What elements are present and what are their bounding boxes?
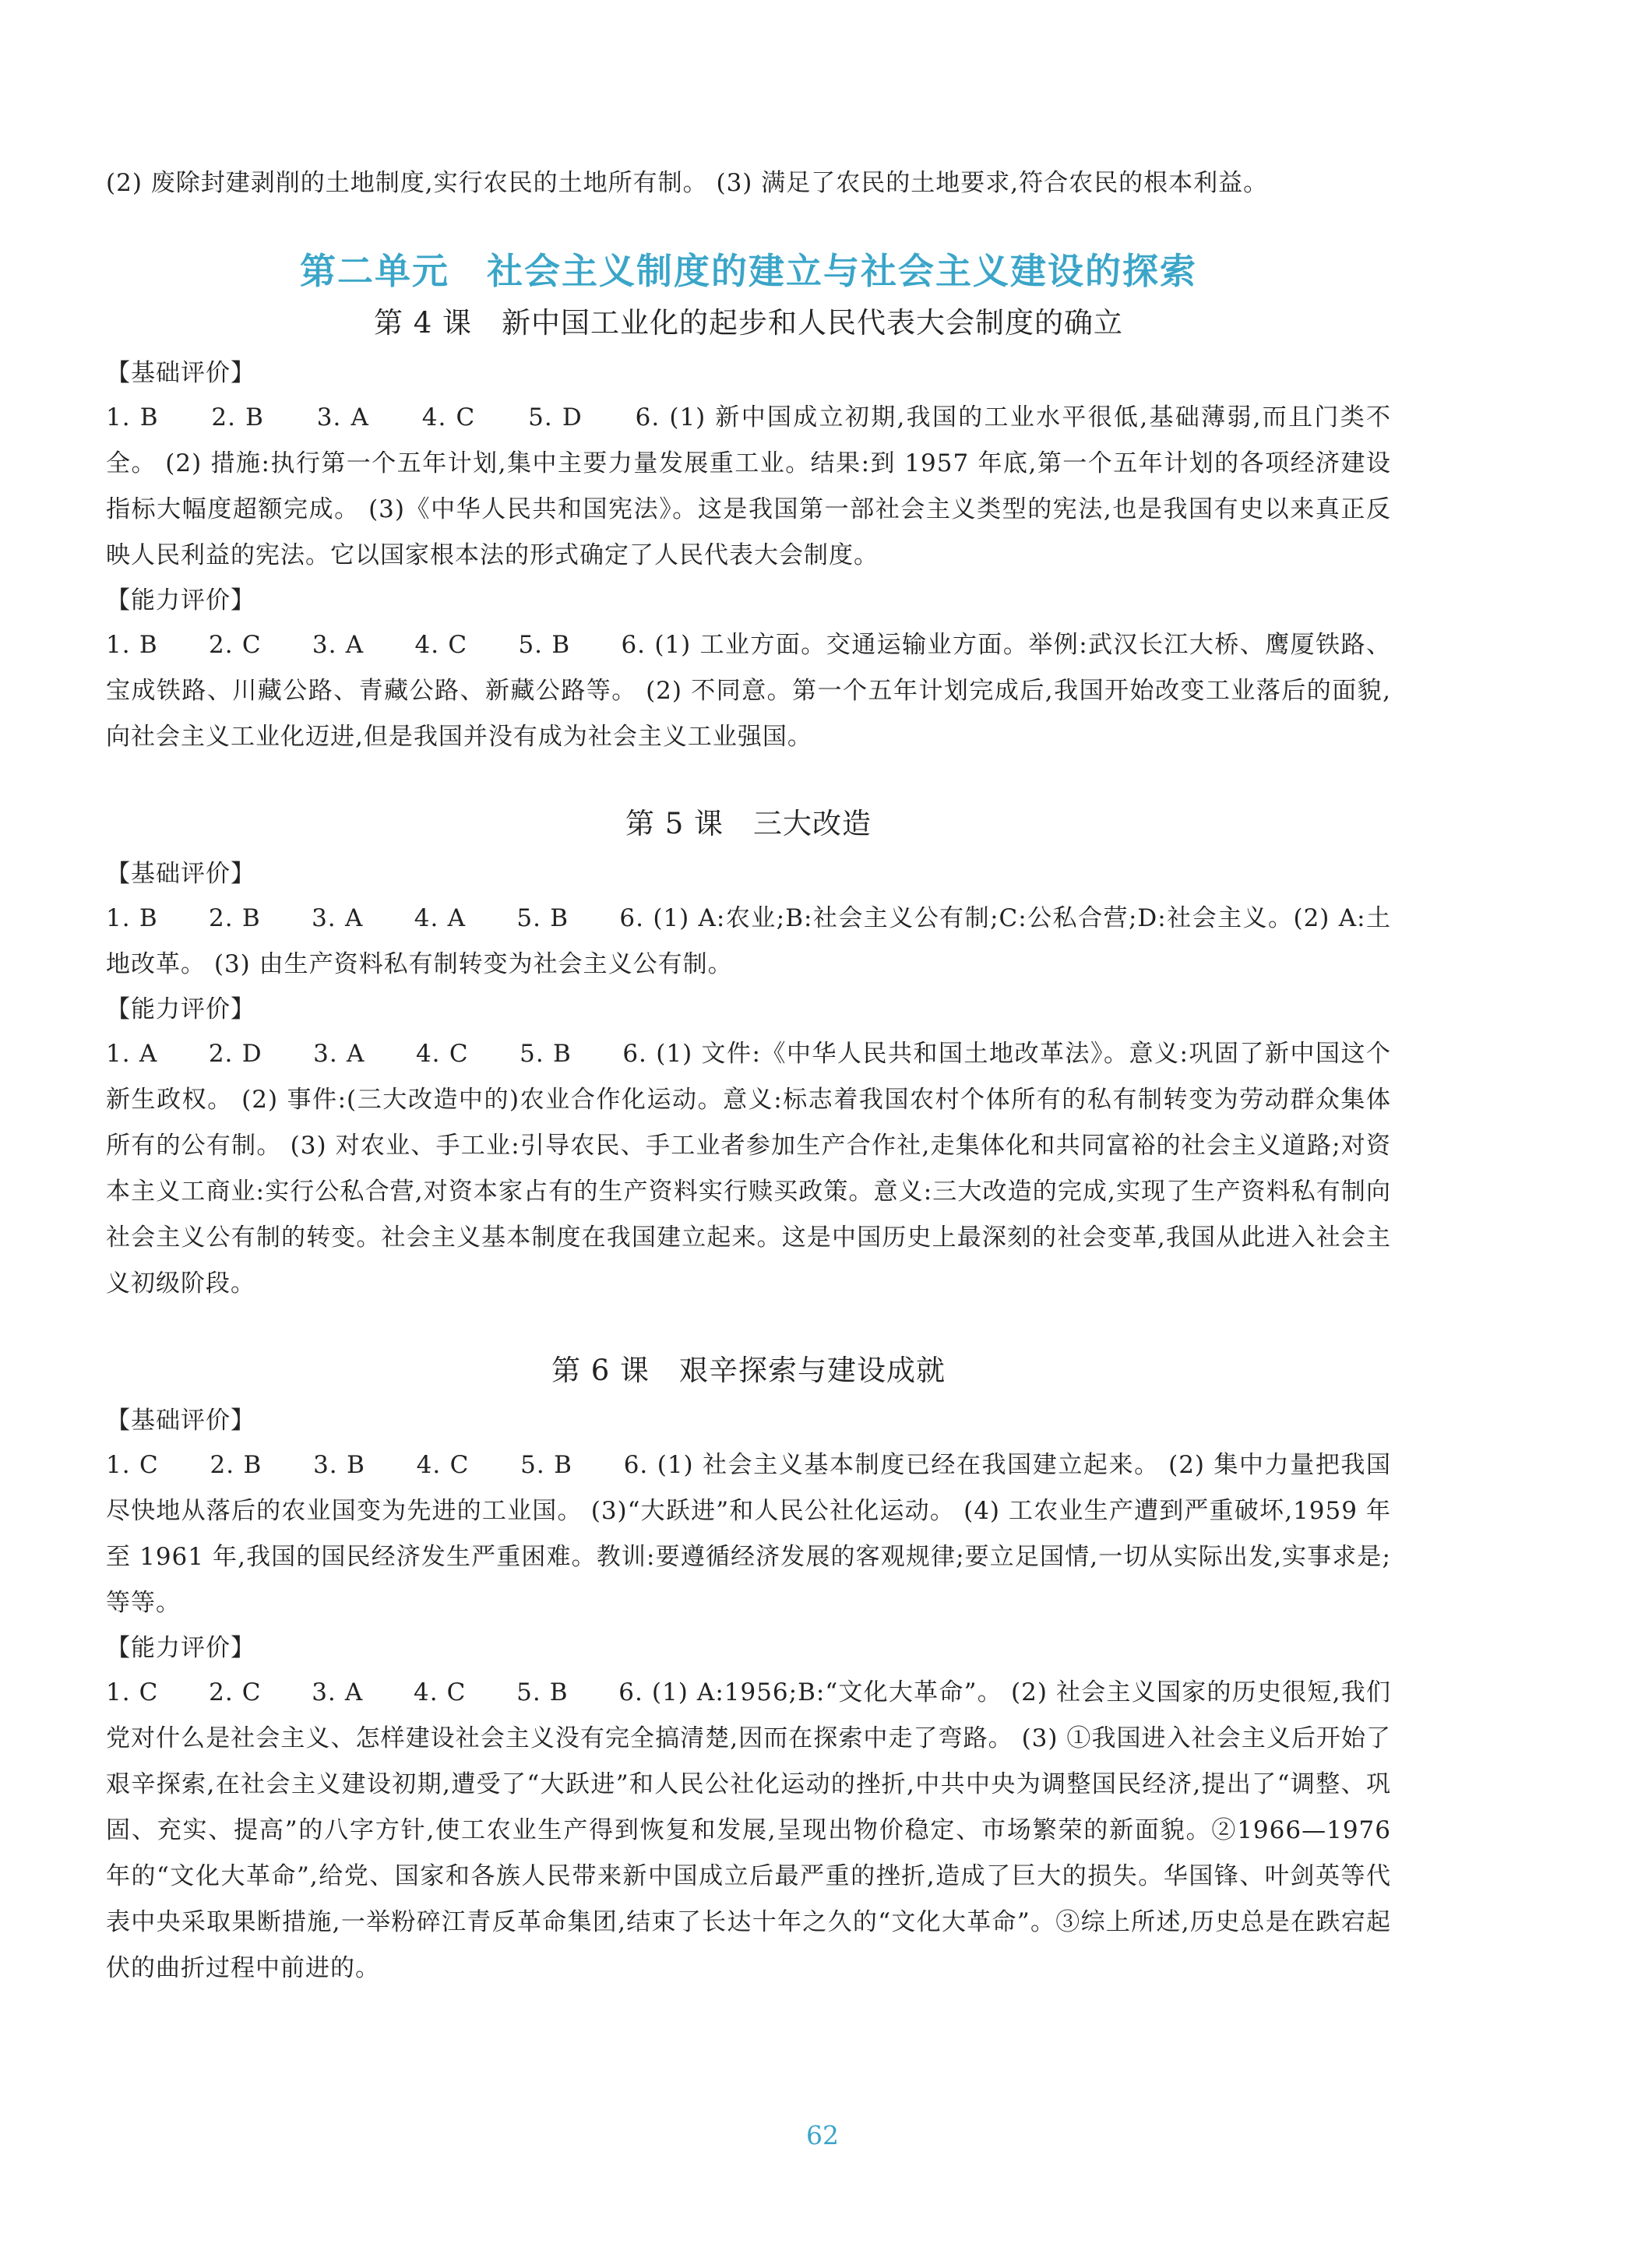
lesson-6	[106, 1346, 1391, 1992]
intro-paragraph: (2) 废除封建剥削的土地制度,实行农民的土地所有制。 (3) 满足了农民的土地要求,符合农民的根本利益。	[106, 169, 1269, 197]
lesson-6-ability-label: 【能力评价】	[106, 1634, 255, 1662]
lesson-4	[106, 298, 1391, 760]
lesson-4-title: 第 4 课 新中国工业化的起步和人民代表大会制度的确立	[373, 306, 1124, 340]
lesson-4-basic-label: 【基础评价】	[106, 359, 255, 387]
page-number: 62	[806, 2120, 839, 2150]
lesson-6-basic-answers: 1. C 2. B 3. B 4. C 5. B 6. (1) 社会主义基本制度已经在我国建立起来。 (2) 集中力量把我国尽快地从落后的农业国变为先进的工业国。 (3)“大跃进”和人民公社化运动。 (4) 工农业生产遭到严重破坏,1959 年至 1961 年,我国的国民经济发生严重困难。教训:要遵循经济发展的客观规律;要立足国情,一切从实际出发,实事求是;等等。	[106, 1451, 1391, 1617]
lesson-4-ability-label: 【能力评价】	[106, 586, 255, 615]
lesson-5-basic-label: 【基础评价】	[106, 860, 255, 888]
lesson-5-basic-answers: 1. B 2. B 3. A 4. A 5. B 6. (1) A:农业;B:社会主义公有制;C:公私合营;D:社会主义。(2) A:土地改革。 (3) 由生产资料私有制转变为社会主义公有制。	[106, 904, 1391, 978]
lesson-4-ability-answers: 1. B 2. C 3. A 4. C 5. B 6. (1) 工业方面。交通运输业方面。举例:武汉长江大桥、鹰厦铁路、宝成铁路、川藏公路、青藏公路、新藏公路等。 (2) 不同意。第一个五年计划完成后,我国开始改变工业落后的面貌,向社会主义工业化迈进,但是我国并没有成为社会主义工业强国。	[106, 631, 1391, 751]
lesson-6-basic-label: 【基础评价】	[106, 1407, 255, 1435]
lesson-4-basic-answers: 1. B 2. B 3. A 4. C 5. D 6. (1) 新中国成立初期,我国的工业水平很低,基础薄弱,而且门类不全。 (2) 措施:执行第一个五年计划,集中主要力量发展重工业。结果:到 1957 年底,第一个五年计划的各项经济建设指标大幅度超额完成。 (3)《中华人民共和国宪法》。这是我国第一部社会主义类型的宪法,也是我国有史以来真正反映人民利益的宪法。它以国家根本法的形式确定了人民代表大会制度。	[106, 403, 1391, 569]
answer-content	[106, 160, 1391, 1992]
lesson-6-ability-answers: 1. C 2. C 3. A 4. C 5. B 6. (1) A:1956;B:“文化大革命”。 (2) 社会主义国家的历史很短,我们党对什么是社会主义、怎样建设社会主义没有完全搞清楚,因而在探索中走了弯路。 (3) ①我国进入社会主义后开始了艰辛探索,在社会主义建设初期,遭受了“大跃进”和人民公社化运动的挫折,中共中央为调整国民经济,提出了“调整、巩固、充实、提高”的八字方针,使工农业生产得到恢复和发展,呈现出物价稳定、市场繁荣的新面貌。②1966—1976 年的“文化大革命”,给党、国家和各族人民带来新中国成立后最严重的挫折,造成了巨大的损失。华国锋、叶剑英等代表中央采取果断措施,一举粉碎江青反革命集团,结束了长达十年之久的“文化大革命”。③综上所述,历史总是在跌宕起伏的曲折过程中前进的。	[106, 1678, 1391, 1982]
lesson-6-title: 第 6 课 艰辛探索与建设成就	[551, 1354, 946, 1387]
unit-title: 第二单元 社会主义制度的建立与社会主义建设的探索	[300, 250, 1197, 292]
lesson-5	[106, 799, 1391, 1307]
lesson-5-ability-answers: 1. A 2. D 3. A 4. C 5. B 6. (1) 文件:《中华人民共和国土地改革法》。意义:巩固了新中国这个新生政权。 (2) 事件:(三大改造中的)农业合作化运动。意义:标志着我国农村个体所有的私有制转变为劳动群众集体所有的公有制。 (3) 对农业、手工业:引导农民、手工业者参加生产合作社,走集体化和共同富裕的社会主义道路;对资本主义工商业:实行公私合营,对资本家占有的生产资料实行赎买政策。意义:三大改造的完成,实现了生产资料私有制向社会主义公有制的转变。社会主义基本制度在我国建立起来。这是中国历史上最深刻的社会变革,我国从此进入社会主义初级阶段。	[106, 1040, 1391, 1298]
lesson-5-ability-label: 【能力评价】	[106, 995, 255, 1023]
lesson-5-title: 第 5 课 三大改造	[625, 807, 872, 840]
